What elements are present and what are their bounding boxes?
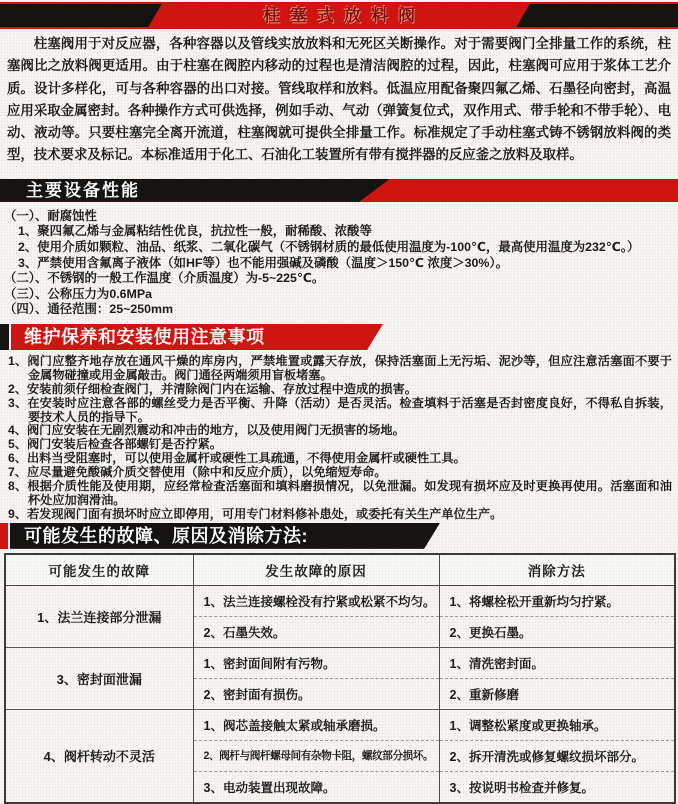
cause-cell: 1、密封面间附有污物。 [193, 647, 439, 678]
cause-cell: 1、法兰连接螺栓没有拧紧或松紧不均匀。 [193, 585, 439, 616]
fault-table [4, 553, 676, 804]
performance-item: （四）、通径范围：25~250mm [4, 302, 174, 317]
cause-cell: 1、阀芯盖接触太紧或轴承磨损。 [193, 709, 439, 740]
cause-cell: 2、密封面有损伤。 [193, 678, 439, 709]
performance-item: （一）、耐腐蚀性 [4, 208, 97, 223]
performance-item: 2、使用介质如颗粒、油品、纸浆、二氧化碳气（不锈钢材质的最低使用温度为-100℃，最高使用温度为232℃。） [18, 239, 640, 254]
fault-table-wrapper [4, 553, 674, 804]
fault-cell: 4、阀杆转动不灵活 [5, 709, 193, 803]
fault-cell: 3、密封面泄漏 [5, 647, 193, 709]
maintenance-item: 4、阀门应安装在无剧烈震动和冲击的地方，以及使用阀门无损害的场地。 [8, 423, 405, 438]
performance-item: 3、严禁使用含氟离子液体（如HF等）也不能用强碱及磷酸（温度＞150℃ 浓度＞30%）。 [18, 255, 509, 270]
maintenance-item: 5、阀门安装后检查各部螺钉是否拧紧。 [8, 437, 222, 452]
maintenance-item: 1、阀门应整齐地存放在通风干燥的库房内，严禁堆置或露天存放，保持活塞面上无污垢、泥沙等，但应注意活塞面不要于金属物碰撞或用金属敲击。阀门通径两端须用盲板堵塞。 [8, 353, 672, 382]
maintenance-item: 7、应尽量避免酸碱介质交替使用（除中和反应介质），以免缩短寿命。 [8, 465, 387, 480]
performance-list [4, 209, 674, 318]
cause-cell: 3、电动装置出现故障。 [193, 771, 439, 803]
remedy-cell: 1、将螺栓松开重新均匀拧紧。 [439, 585, 675, 616]
maintenance-list [8, 355, 672, 522]
cause-cell: 2、石墨失效。 [193, 616, 439, 647]
remedy-cell: 2、更换石墨。 [439, 616, 675, 647]
section-banner-maintenance [0, 324, 678, 350]
performance-item: 1、聚四氟乙烯与金属粘结性优良，抗拉性一般，耐稀酸、浓酸等 [18, 224, 372, 239]
column-header-fault: 可能发生的故障 [5, 554, 193, 586]
column-header-cause: 发生故障的原因 [193, 554, 439, 586]
table-row [5, 709, 675, 740]
remedy-cell: 2、重新修磨 [439, 678, 675, 709]
maintenance-item: 9、若发现阀门面有损坏时应立即停用，可用专门材料修补患处，或委托有关生产单位生产。 [8, 506, 503, 521]
maintenance-item: 6、出料当受阻塞时，可以使用金属杆或硬性工具疏通，不得使用金属杆或硬性工具。 [8, 451, 466, 466]
section-banner-faults [0, 523, 678, 549]
maintenance-item: 3、在安装时应注意各部的螺丝受力是否平衡、升降（活动）是否灵活。检查填料于活塞是否封密度良好，不得私自拆装，要技术人员的指导下。 [8, 395, 672, 424]
maintenance-item: 8、根据介质性能及使用期，应经常检查活塞面和填料磨损情况，以免泄漏。如发现有损坏应及时更换再使用。活塞面和油杯处应加润滑油。 [8, 479, 672, 507]
remedy-cell: 3、按说明书检查并修复。 [439, 771, 675, 803]
section-title-maintenance: 维护保养和安装使用注意事项 [24, 326, 265, 347]
fault-cell: 1、法兰连接部分泄漏 [5, 585, 193, 647]
page-title-banner [0, 2, 678, 29]
section-title-performance: 主要设备性能 [26, 180, 140, 200]
remedy-cell: 1、调整松紧度或更换轴承。 [439, 709, 675, 740]
fault-table-header-row [5, 554, 675, 586]
column-header-remedy: 消除方法 [439, 554, 675, 586]
intro-paragraph: 柱塞阀用于对反应器，各种容器以及管线实放放料和无死区关断操作。对于需要阀门全排量工作的系统，柱塞阀比之放料阀更适用。由于柱塞在阀腔内移动的过程也是清洁阀腔的过程，因此，柱塞阀可应用于浆体工艺介质。设计多样化，可与各种容器的出口对接。管线取样和放料。低温应用配备聚四氟乙烯、石墨径向密封，高温应用采取金属密封。各种操作方式可供选择，例如手动、气动（弹簧复位式，双作用式、带手轮和不带手轮）、电动、液动等。只要柱塞完全离开流道，柱塞阀就可提供全排量工作。标准规定了手动柱塞式铸不锈钢放料阀的类型，技术要求及标记。本标准适用于化工、石油化工装置所有带有搅拌器的反应釜之放料及取样。 [7, 36, 671, 163]
remedy-cell: 2、拆开清洗或修复螺纹损坏部分。 [439, 740, 675, 771]
remedy-cell: 1、清洗密封面。 [439, 647, 675, 678]
maintenance-item: 2、安装前须仔细检查阀门，并清除阀门内在运输、存放过程中造成的损害。 [8, 381, 417, 396]
cause-cell: 2、阀杆与阀杆螺母间有杂物卡阻，螺纹部分损坏。 [193, 740, 439, 771]
section-banner-performance [0, 179, 678, 202]
performance-item: （三）、公称压力为0.6MPa [4, 286, 153, 301]
table-row [5, 647, 675, 678]
table-row [5, 585, 675, 616]
performance-item: （二）、不锈钢的一般工作温度（介质温度）为-5~225℃。 [4, 271, 325, 286]
section-title-faults: 可能发生的故障、原因及消除方法: [24, 525, 308, 546]
page-title: 柱塞式放料阀 [263, 6, 425, 25]
